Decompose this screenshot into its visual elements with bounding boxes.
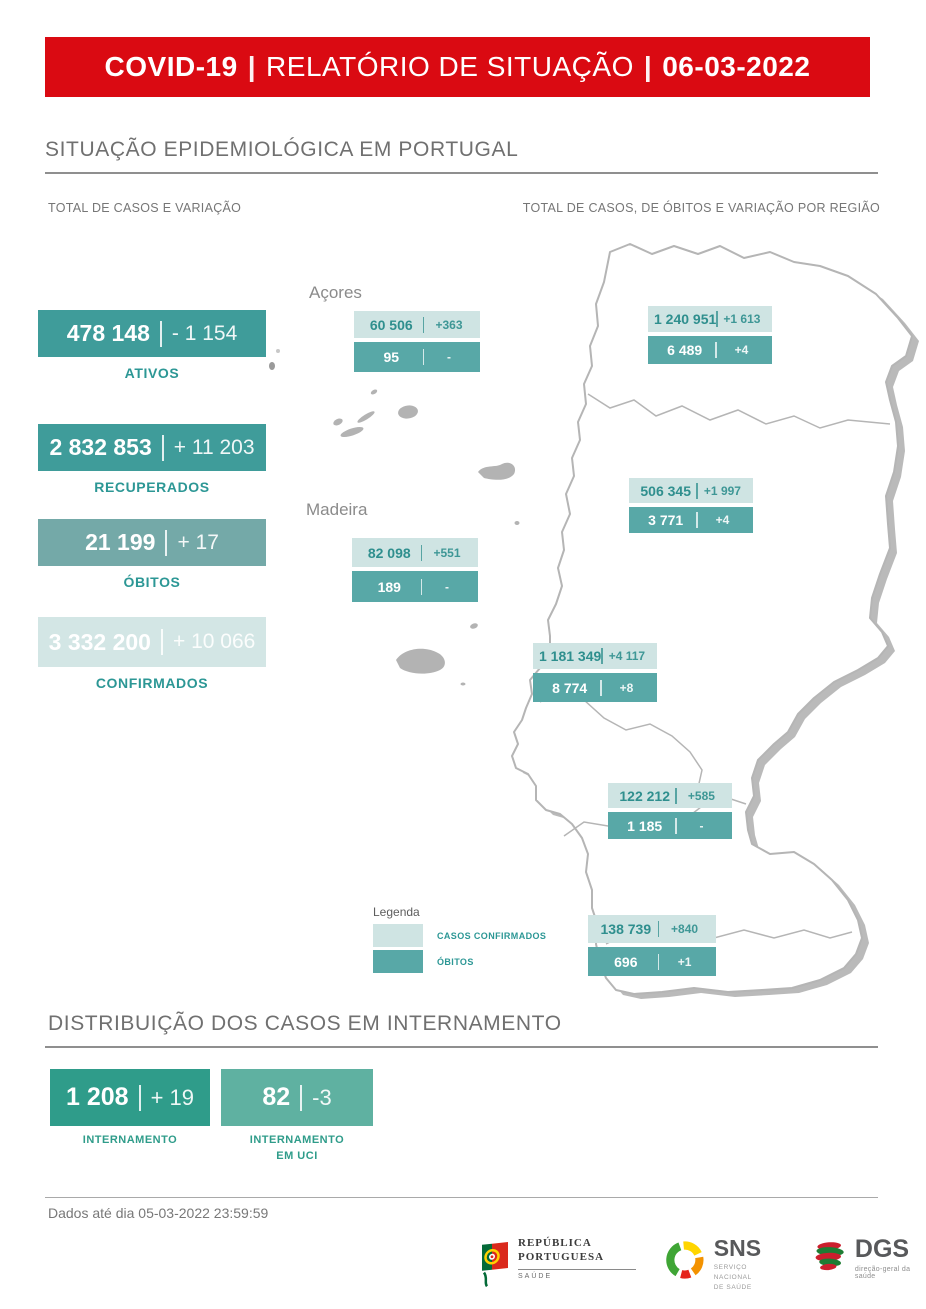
stat-value: 3 332 200 bbox=[48, 628, 151, 655]
banner-separator: | bbox=[643, 51, 653, 82]
sns-ring-icon bbox=[664, 1237, 706, 1283]
region-centro-deaths-box: 3 771 +4 bbox=[629, 507, 753, 533]
scan-artifact bbox=[276, 349, 280, 353]
madeira-label: Madeira bbox=[306, 500, 368, 519]
internment-title-rule bbox=[45, 1046, 878, 1048]
divider bbox=[161, 629, 163, 655]
legend-confirmed-label: CASOS CONFIRMADOS bbox=[437, 930, 547, 941]
dgs-leaf-icon bbox=[811, 1237, 849, 1277]
region-centro-cases-box: 506 345 +1 997 bbox=[629, 478, 753, 503]
stat-variation: + 11 203 bbox=[173, 435, 255, 459]
region-norte-deaths-box: 6 489 +4 bbox=[648, 336, 772, 364]
stat-value: 2 832 853 bbox=[49, 434, 152, 460]
region-algarve bbox=[588, 915, 716, 976]
divider bbox=[160, 321, 162, 347]
internamento-uci-label: INTERNAMENTO EM UCI bbox=[249, 1134, 345, 1162]
region-lvt-deaths-box: 8 774 +8 bbox=[533, 673, 657, 702]
region-madeira-deaths-box: 189 - bbox=[352, 571, 478, 602]
stat-variation: + 10 066 bbox=[172, 630, 256, 653]
stat-obitos bbox=[38, 519, 266, 590]
stat-label: CONFIRMADOS bbox=[95, 675, 209, 691]
banner-part2: RELATÓRIO DE SITUAÇÃO bbox=[266, 51, 634, 82]
stat-value: 478 148 bbox=[66, 320, 150, 346]
regions-subtitle: TOTAL DE CASOS, DE ÓBITOS E VARIAÇÃO POR REGIÃO bbox=[522, 201, 880, 215]
sns-logo: SNS SERVIÇO NACIONAL DE SAÚDE bbox=[664, 1237, 781, 1292]
region-acores-deaths-box: 95 - bbox=[354, 342, 480, 372]
region-alentejo bbox=[608, 783, 732, 839]
madeira-islands bbox=[396, 622, 479, 685]
region-centro bbox=[629, 478, 753, 533]
region-lisboa-vale-do-tejo bbox=[533, 643, 657, 702]
stat-confirmados-box bbox=[38, 617, 266, 667]
internamento-uci-box: 82 -3 bbox=[221, 1069, 373, 1126]
region-algarve-deaths-box: 696 +1 bbox=[588, 947, 716, 976]
divider bbox=[165, 530, 167, 556]
internamento-label: INTERNAMENTO bbox=[82, 1134, 178, 1146]
region-norte bbox=[648, 306, 772, 364]
region-alentejo-deaths-box: 1 185 - bbox=[608, 812, 732, 839]
stat-ativos-box bbox=[38, 310, 266, 357]
stat-ativos bbox=[38, 310, 266, 381]
stat-label: ATIVOS bbox=[124, 365, 180, 381]
region-madeira-cases-box: 82 098 +551 bbox=[352, 538, 478, 567]
banner-part1: COVID-19 bbox=[104, 51, 238, 82]
region-norte-cases-box: 1 240 951 +1 613 bbox=[648, 306, 772, 332]
banner-separator: | bbox=[247, 51, 257, 82]
portugal-flag-icon bbox=[480, 1237, 510, 1289]
stat-internamento-uci bbox=[221, 1069, 373, 1165]
report-title-banner bbox=[45, 37, 870, 97]
totals-subtitle: TOTAL DE CASOS E VARIAÇÃO bbox=[48, 201, 242, 215]
scan-artifact bbox=[269, 362, 275, 370]
banner-date: 06-03-2022 bbox=[662, 51, 811, 82]
data-cutoff-note: Dados até dia 05-03-2022 23:59:59 bbox=[48, 1205, 269, 1221]
republica-portuguesa-logo: REPÚBLICA PORTUGUESA SAÚDE bbox=[480, 1237, 636, 1289]
stat-obitos-box bbox=[38, 519, 266, 566]
divider bbox=[162, 435, 164, 461]
stat-recuperados-box bbox=[38, 424, 266, 471]
region-madeira bbox=[352, 538, 478, 602]
internamento-box: 1 208 + 19 bbox=[50, 1069, 210, 1126]
internment-section-title: DISTRIBUIÇÃO DOS CASOS EM INTERNAMENTO bbox=[48, 1012, 562, 1035]
legend-title: Legenda bbox=[373, 905, 420, 919]
dgs-logo: DGS direção-geral da saúde bbox=[811, 1237, 926, 1280]
footer-logos bbox=[480, 1237, 926, 1292]
region-lvt-cases-box: 1 181 349 +4 117 bbox=[533, 643, 657, 669]
stat-label: RECUPERADOS bbox=[94, 479, 210, 495]
legend-deaths-swatch bbox=[373, 950, 423, 973]
acores-label: Açores bbox=[309, 283, 362, 302]
stat-variation: - 1 154 bbox=[171, 321, 238, 345]
stat-variation: + 17 bbox=[177, 530, 219, 554]
stat-recuperados bbox=[38, 424, 266, 495]
stat-internamento bbox=[50, 1069, 210, 1149]
region-algarve-cases-box: 138 739 +840 bbox=[588, 915, 716, 943]
stat-confirmados bbox=[38, 617, 266, 691]
legend-deaths-label: ÓBITOS bbox=[437, 956, 474, 967]
stat-value: 21 199 bbox=[85, 529, 156, 555]
map-legend bbox=[373, 905, 563, 976]
region-acores-cases-box: 60 506 +363 bbox=[354, 311, 480, 338]
footer-rule bbox=[45, 1197, 878, 1198]
region-alentejo-cases-box: 122 212 +585 bbox=[608, 783, 732, 808]
legend-confirmed-swatch bbox=[373, 924, 423, 947]
epi-title-rule bbox=[45, 172, 878, 174]
epi-section-title: SITUAÇÃO EPIDEMIOLÓGICA EM PORTUGAL bbox=[45, 138, 519, 161]
region-acores bbox=[354, 311, 480, 372]
stat-label: ÓBITOS bbox=[123, 574, 181, 590]
